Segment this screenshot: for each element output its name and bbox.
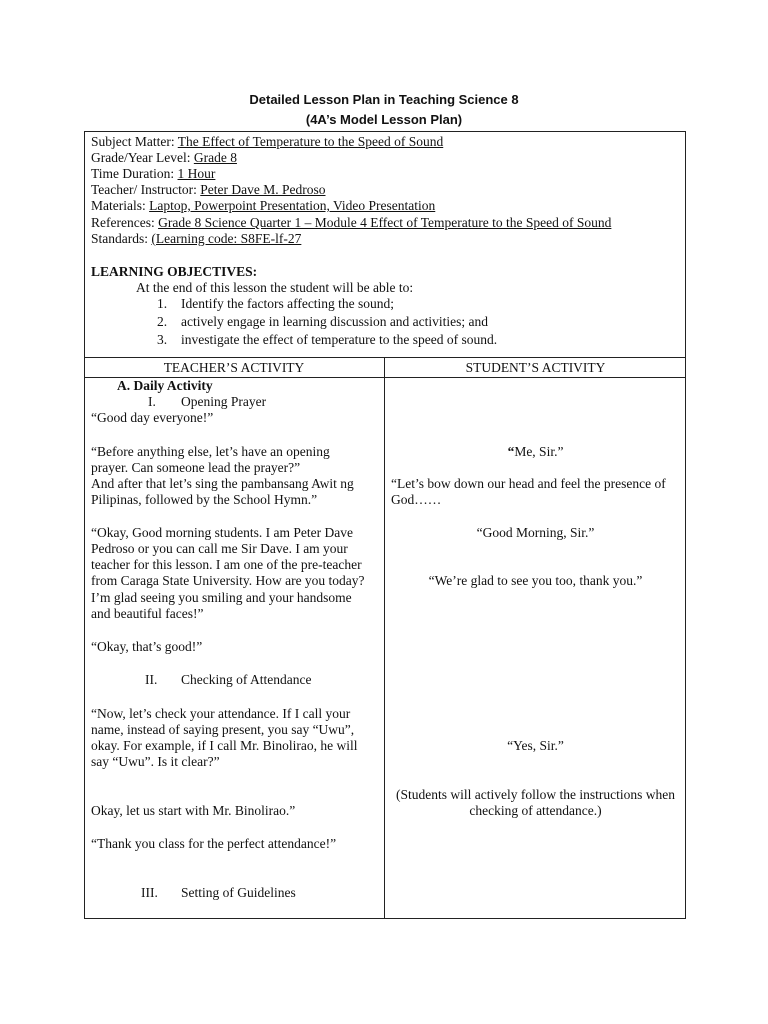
materials-label: Materials:: [91, 198, 150, 213]
objective-number: 2.: [157, 314, 168, 329]
teacher-attendance-line: name, instead of saying present, you say “Uwu”,: [91, 722, 355, 737]
teacher-greeting: “Good day everyone!”: [91, 410, 214, 425]
subject-matter-label: Subject Matter:: [91, 134, 178, 149]
student-me-sir-open-quote: “: [507, 444, 515, 459]
teacher-intro-line: and beautiful faces!”: [91, 606, 204, 621]
teacher-intro-line: teacher for this lesson. I am one of the pre-teacher: [91, 557, 362, 572]
teacher-intro-line: “Okay, Good morning students. I am Peter Dave: [91, 525, 353, 540]
student-me-sir-text: Me, Sir.”: [514, 444, 564, 459]
duration-value: 1 Hour: [177, 166, 216, 181]
student-good-morning: “Good Morning, Sir.”: [476, 525, 595, 540]
references-label: References:: [91, 215, 159, 230]
guidelines-number: III.: [141, 885, 158, 900]
standards-value: (Learning code: S8FE-lf-27: [151, 231, 302, 246]
standards-row: [91, 231, 301, 247]
document-subtitle: (4A’s Model Lesson Plan): [305, 112, 463, 127]
section-daily-activity: A. Daily Activity: [117, 378, 213, 393]
student-me-sir: [385, 444, 686, 460]
teacher-intro-line: from Caraga State University. How are you today?: [91, 573, 365, 588]
teacher-attendance-line: “Now, let’s check your attendance. If I call your: [91, 706, 351, 721]
teacher-prayer-line: Pilipinas, followed by the School Hymn.”: [91, 492, 318, 507]
student-glad: “We’re glad to see you too, thank you.”: [428, 573, 643, 588]
objective-item: actively engage in learning discussion and activities; and: [181, 314, 489, 329]
objective-number: 1.: [157, 296, 168, 311]
teacher-label: Teacher/ Instructor:: [91, 182, 201, 197]
standards-label: Standards:: [91, 231, 152, 246]
subject-matter-row: [91, 134, 443, 150]
objective-item: Identify the factors affecting the sound;: [181, 296, 395, 311]
attendance-heading: Checking of Attendance: [181, 672, 312, 687]
teacher-attendance-line: okay. For example, if I call Mr. Binolirao, he will: [91, 738, 358, 753]
grade-value: Grade 8: [193, 150, 237, 165]
student-prayer-line: “Let’s bow down our head and feel the presence of: [391, 476, 666, 491]
teacher-attendance-line: say “Uwu”. Is it clear?”: [91, 754, 220, 769]
teacher-activity-header: TEACHER’S ACTIVITY: [163, 360, 305, 375]
teacher-value: Peter Dave M. Pedroso: [200, 182, 326, 197]
duration-row: [91, 166, 215, 182]
teacher-row: [91, 182, 326, 198]
teacher-intro-line: I’m glad seeing you smiling and your handsome: [91, 590, 352, 605]
objective-item: investigate the effect of temperature to the speed of sound.: [181, 332, 498, 347]
student-follow-line: (Students will actively follow the instructions when: [396, 787, 675, 802]
teacher-prayer-line: “Before anything else, let’s have an opening: [91, 444, 330, 459]
teacher-intro-line: Pedroso or you can call me Sir Dave. I am your: [91, 541, 348, 556]
teacher-prayer-line: And after that let’s sing the pambansang Awit ng: [91, 476, 354, 491]
objective-number: 3.: [157, 332, 168, 347]
column-divider: [384, 358, 385, 919]
materials-value: Laptop, Powerpoint Presentation, Video Presentation: [149, 198, 436, 213]
student-follow-line: checking of attendance.): [469, 803, 602, 818]
teacher-thank-you: “Thank you class for the perfect attendance!”: [91, 836, 337, 851]
grade-row: [91, 150, 237, 166]
document-title: Detailed Lesson Plan in Teaching Science 8: [249, 92, 519, 107]
student-prayer-line: God……: [391, 492, 442, 507]
student-activity-header: STUDENT’S ACTIVITY: [465, 360, 606, 375]
teacher-start-with: Okay, let us start with Mr. Binolirao.”: [91, 803, 296, 818]
duration-label: Time Duration:: [91, 166, 178, 181]
materials-row: [91, 198, 435, 214]
opening-prayer-heading: Opening Prayer: [181, 394, 267, 409]
objectives-heading: LEARNING OBJECTIVES:: [91, 264, 258, 279]
opening-prayer-number: I.: [148, 394, 156, 409]
references-row: [91, 215, 611, 231]
teacher-prayer-line: prayer. Can someone lead the prayer?”: [91, 460, 301, 475]
objectives-intro: At the end of this lesson the student will be able to:: [136, 280, 414, 295]
subject-matter-value: The Effect of Temperature to the Speed of Sound: [177, 134, 444, 149]
references-value: Grade 8 Science Quarter 1 – Module 4 Effect of Temperature to the Speed of Sound: [158, 215, 612, 230]
grade-label: Grade/Year Level:: [91, 150, 194, 165]
guidelines-heading: Setting of Guidelines: [181, 885, 296, 900]
teacher-thats-good: “Okay, that’s good!”: [91, 639, 203, 654]
attendance-number: II.: [145, 672, 158, 687]
student-yes-sir: “Yes, Sir.”: [507, 738, 564, 753]
